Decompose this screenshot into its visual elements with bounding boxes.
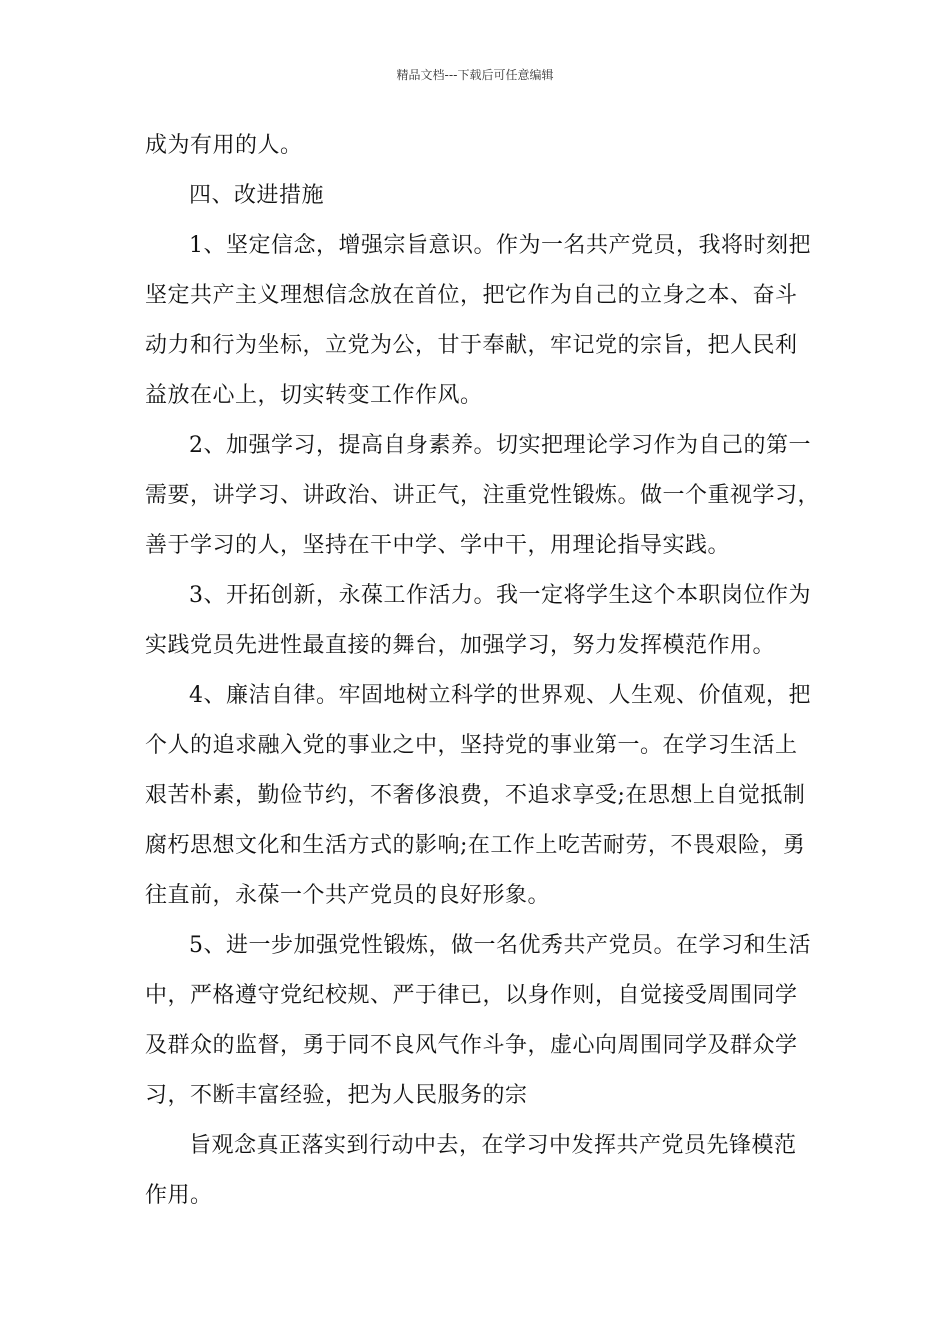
text-line: 成为有用的人。 <box>145 133 303 158</box>
text-line: 习，不断丰富经验，把为人民服务的宗 <box>145 1083 528 1108</box>
text-line: 中，严格遵守党纪校规、严于律已，以身作则，自觉接受周围同学 <box>145 983 798 1008</box>
text-line: 往直前，永葆一个共产党员的良好形象。 <box>145 883 551 908</box>
text-line: 善于学习的人，坚持在干中学、学中干，用理论指导实践。 <box>145 533 731 558</box>
text-line: 坚定共产主义理想信念放在首位，把它作为自己的立身之本、奋斗 <box>145 283 798 308</box>
text-line: 1、坚定信念，增强宗旨意识。作为一名共产党员，我将时刻把 <box>189 233 811 258</box>
text-line: 作用。 <box>145 1183 213 1208</box>
text-line: 旨观念真正落实到行动中去，在学习中发挥共产党员先锋模范 <box>189 1133 797 1158</box>
text-line: 腐朽思想文化和生活方式的影响;在工作上吃苦耐劳，不畏艰险，勇 <box>145 833 806 858</box>
page-header: 精品文档---下载后可任意编辑 <box>396 68 554 82</box>
text-line: 益放在心上，切实转变工作作风。 <box>145 383 483 408</box>
text-line: 3、开拓创新，永葆工作活力。我一定将学生这个本职岗位作为 <box>189 583 811 608</box>
text-line: 4、廉洁自律。牢固地树立科学的世界观、人生观、价值观，把 <box>189 683 811 708</box>
text-line: 个人的追求融入党的事业之中，坚持党的事业第一。在学习生活上 <box>145 733 798 758</box>
text-line: 需要，讲学习、讲政治、讲正气，注重党性锻炼。做一个重视学习， <box>145 483 821 508</box>
text-line: 艰苦朴素，勤俭节约，不奢侈浪费，不追求享受;在思想上自觉抵制 <box>145 783 806 808</box>
text-line: 2、加强学习，提高自身素养。切实把理论学习作为自己的第一 <box>189 433 811 458</box>
text-line: 实践党员先进性最直接的舞台，加强学习，努力发挥模范作用。 <box>145 633 776 658</box>
text-line: 及群众的监督，勇于同不良风气作斗争，虚心向周围同学及群众学 <box>145 1033 798 1058</box>
text-line: 5、进一步加强党性锻炼，做一名优秀共产党员。在学习和生活 <box>189 933 811 958</box>
text-line: 动力和行为坐标，立党为公，甘于奉献，牢记党的宗旨，把人民利 <box>145 333 798 358</box>
document-body <box>145 130 825 1230</box>
section-heading: 四、改进措施 <box>189 183 325 208</box>
